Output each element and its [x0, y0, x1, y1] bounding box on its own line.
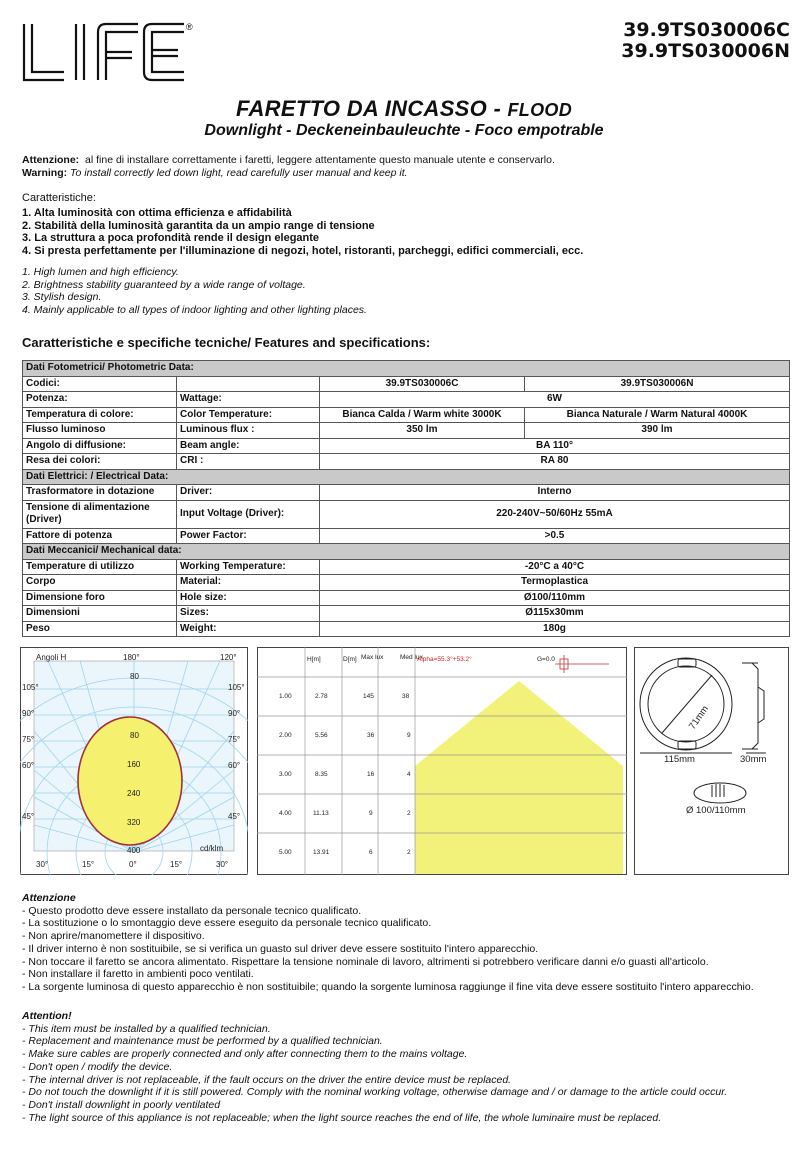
hole-size: Ø 100/110mm [686, 805, 746, 816]
svg-text:13.91: 13.91 [313, 849, 330, 856]
polar-diagram [20, 647, 248, 875]
svg-text:15°: 15° [170, 860, 183, 869]
svg-text:4: 4 [407, 771, 411, 778]
depth-size: 30mm [740, 754, 767, 765]
svg-text:Alpha=55.3°+53.2°: Alpha=55.3°+53.2° [417, 656, 472, 663]
svg-text:36: 36 [367, 732, 375, 739]
svg-text:Angoli H: Angoli H [36, 653, 67, 662]
svg-text:60°: 60° [228, 761, 241, 770]
spec-table: Dati Fotometrici/ Photometric Data: Codici: 39.9TS030006C 39.9TS030006N Potenza: Wattage: 6W Temperatura di colore: Color Temperature: Bianca Calda / Warm white 3000K Bianca Naturale / Warm Natural 4000K Flusso luminoso Luminous flux : 350 lm 390 lm Angolo di diffusione: Beam angle: BA 110° Resa dei colori: CRI : RA 80 Dati Elettrici: / Electrical Data: Trasformatore in dotazione Driver: Interno Tensione di alimentazione (Driver) Input Voltage (Driver): 220-240V~50/60Hz 55mA Fattore di potenza Power Factor: >0.5 Dati Meccanici/ Mechanical data: Temperature di utilizzo Working Temperature: -20°C a 40°C Corpo Material: Termoplastica Dimensione foro Hole size: Ø100/110mm Dimensioni Sizes: Ø115x30mm Peso Weight: 180g [22, 360, 790, 637]
svg-text:105°: 105° [228, 683, 245, 692]
svg-text:11.13: 11.13 [313, 810, 329, 817]
registered-mark: ® [186, 22, 193, 32]
svg-text:2: 2 [407, 810, 411, 817]
svg-text:240: 240 [127, 789, 141, 798]
svg-text:320: 320 [127, 818, 141, 827]
svg-text:Med lux: Med lux [400, 654, 423, 661]
svg-text:2.00: 2.00 [279, 732, 292, 739]
warnings-en: Attention! - This item must be installed by a qualified technician. - Replacement and maintenance must be performed by a qualified technician. - Make sure cables are properly connected and only after connecting them to the mains voltage. - Don't open / modify the device. - The internal driver is not replaceable, if the fault occurs on the driver the entire device must be replaced. - Do not touch the downlight if it is still powered. Comply with the nominal working voltage, otherwise damage and / or damage to the article could occur. - Don't install downlight in poorly ventilated - The light source of this appliance is not replaceable; when the light source reaches the end of life, the whole luminaire must be replaced. [22, 1010, 728, 1124]
svg-text:145: 145 [363, 693, 374, 700]
svg-text:120°: 120° [220, 653, 237, 662]
svg-text:80: 80 [130, 672, 139, 681]
svg-text:60°: 60° [22, 761, 35, 770]
page-subtitle: Downlight - Deckeneinbauleuchte - Foco empotrable [204, 122, 604, 139]
svg-text:9: 9 [407, 732, 411, 739]
svg-text:80: 80 [130, 731, 139, 740]
life-logo [20, 18, 200, 90]
svg-text:8.35: 8.35 [315, 771, 328, 778]
svg-text:30°: 30° [216, 860, 229, 869]
dimension-drawing [634, 647, 789, 875]
code-natural: 39.9TS030006N [621, 40, 790, 62]
page-title: FARETTO DA INCASSO - FLOOD [235, 96, 573, 121]
svg-text:9: 9 [369, 810, 373, 817]
svg-text:75°: 75° [228, 735, 241, 744]
svg-text:75°: 75° [22, 735, 35, 744]
svg-text:cd/klm: cd/klm [200, 844, 224, 853]
svg-text:1.00: 1.00 [279, 693, 292, 700]
beam-illuminance-diagram [257, 647, 627, 875]
svg-text:3.00: 3.00 [279, 771, 292, 778]
svg-text:6: 6 [369, 849, 373, 856]
code-warm: 39.9TS030006C [623, 19, 790, 41]
diagonal-size: 71mm [686, 703, 712, 732]
svg-text:160: 160 [127, 760, 141, 769]
svg-text:400: 400 [127, 846, 141, 855]
svg-text:105°: 105° [22, 683, 39, 692]
svg-text:45°: 45° [228, 812, 241, 821]
svg-text:2: 2 [407, 849, 411, 856]
features-en: 1. High lumen and high efficiency. 2. Brightness stability guaranteed by a wide range of voltage. 3. Stylish design. 4. Mainly applicable to all types of indoor lighting and other lighting places. [22, 266, 367, 316]
svg-text:90°: 90° [228, 709, 241, 718]
width-size: 115mm [664, 754, 695, 765]
svg-text:16: 16 [367, 771, 375, 778]
warnings-it: Attenzione - Questo prodotto deve essere installato da personale tecnico qualificato. - La sostituzione o lo smontaggio deve essere eseguito da personale tecnico qualificato. - Non aprire/manomettere il dispositivo. - Il driver interno è non sostituibile, se si verifica un guasto sul driver deve essere sostituito l'intero apparecchio. - Non toccare il faretto se ancora alimentato. Rispettare la tensione nominale di lavoro, altrimenti si potrebbero verificare danni e/o guasti all'articolo. - Non installare il faretto in ambienti poco ventilati. - La sorgente luminosa di questo apparecchio è non sostituibile; quando la sorgente luminosa raggiunge il fine vita deve essere sostituito l'intero apparecchio. [22, 892, 754, 993]
svg-text:Max lux: Max lux [361, 654, 384, 661]
svg-text:5.00: 5.00 [279, 849, 292, 856]
svg-text:45°: 45° [22, 812, 35, 821]
svg-text:90°: 90° [22, 709, 35, 718]
features-it: 1. Alta luminosità con ottima efficienza e affidabilità 2. Stabilità della luminosità garantita da un ampio range di tensione 3. La struttura a poca profondità rende il design elegante 4. Si presta perfettamente per l'illuminazione di negozi, hotel, ristoranti, parcheggi, edifici commerciali, ecc. [22, 207, 584, 257]
svg-text:15°: 15° [82, 860, 95, 869]
svg-text:5.56: 5.56 [315, 732, 328, 739]
svg-text:2.78: 2.78 [315, 693, 328, 700]
svg-text:4.00: 4.00 [279, 810, 292, 817]
specs-heading: Caratteristiche e specifiche tecniche/ Features and specifications: [22, 335, 431, 350]
svg-text:D[m]: D[m] [343, 656, 357, 663]
svg-text:38: 38 [402, 693, 410, 700]
svg-text:180°: 180° [123, 653, 140, 662]
svg-text:H[m]: H[m] [307, 656, 321, 663]
svg-text:0°: 0° [129, 860, 137, 869]
features-heading: Caratteristiche: [22, 192, 96, 204]
install-warning: Attenzione: al fine di installare correttamente i faretti, leggere attentamente questo manuale utente e conservarlo. Warning: To install correctly led down light, read carefully user manual and keep it. [22, 154, 555, 179]
svg-text:30°: 30° [36, 860, 49, 869]
product-codes [621, 20, 790, 62]
svg-text:G=0.0: G=0.0 [537, 656, 555, 663]
